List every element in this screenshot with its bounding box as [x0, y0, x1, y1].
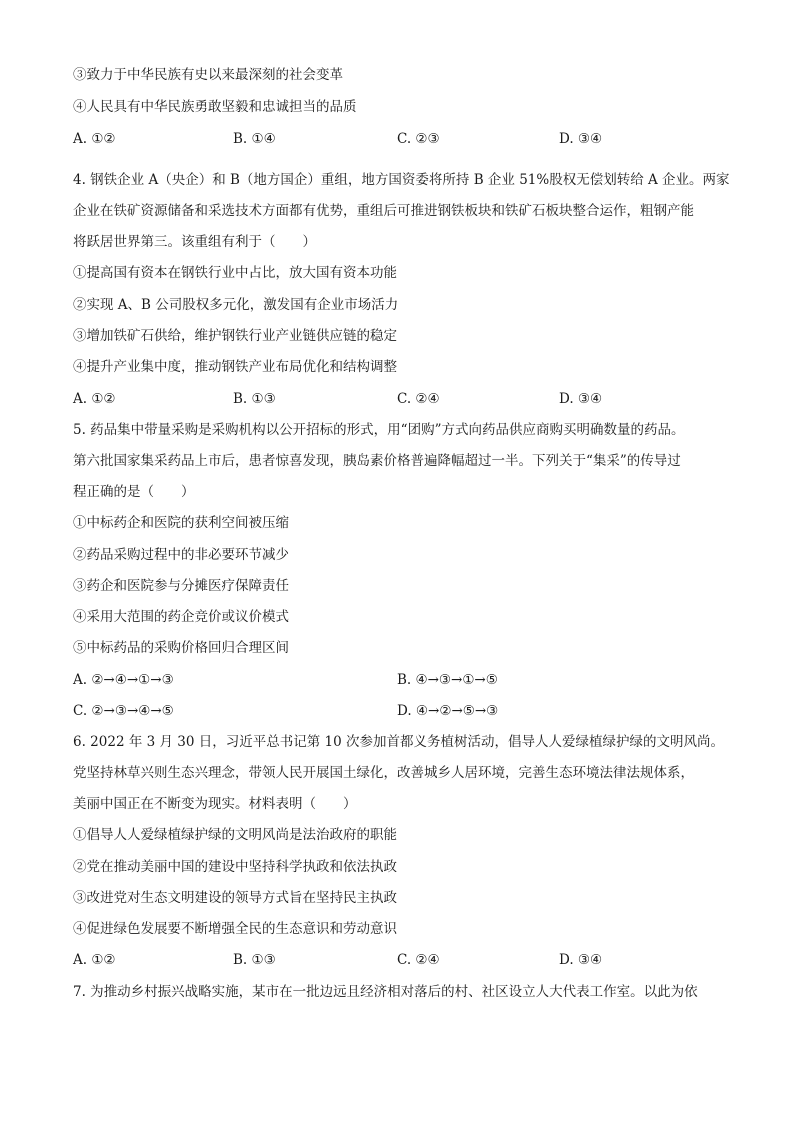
q5-item-5: ⑤中标药品的采购价格回归合理区间 [73, 640, 289, 656]
q4-stem-line-3: 将跃居世界第三。该重组有利于（ ） [73, 234, 316, 250]
q4-option-a: A. ①② [73, 391, 116, 407]
q6-option-a: A. ①② [73, 952, 116, 968]
q6-option-b: B. ①③ [233, 952, 276, 968]
q5-stem-line-2: 第六批国家集采药品上市后，患者惊喜发现，胰岛素价格普遍降幅超过一半。下列关于“集采”的传导过 [73, 453, 681, 469]
q4-item-1: ①提高国有资本在钢铁行业中占比，放大国有资本功能 [73, 265, 397, 281]
q6-stem-line-2: 党坚持林草兴则生态兴理念，带领人民开展国土绿化，改善城乡人居环境，完善生态环境法律法规体系， [73, 765, 694, 781]
q4-options [73, 390, 733, 408]
q4-item-2: ②实现 A、B 公司股权多元化，激发国有企业市场活力 [73, 297, 399, 313]
q5-option-a: A. ②→④→①→③ [73, 672, 174, 688]
q5-item-1: ①中标药企和医院的获利空间被压缩 [73, 515, 289, 531]
q3-item-3: ③致力于中华民族有史以来最深刻的社会变革 [73, 67, 343, 83]
q5-option-b: B. ④→③→①→⑤ [397, 672, 498, 688]
q6-item-3: ③改进党对生态文明建设的领导方式旨在坚持民主执政 [73, 890, 397, 906]
q5-item-3: ③药企和医院参与分摊医疗保障责任 [73, 578, 289, 594]
q3-options [73, 130, 733, 148]
q4-item-3: ③增加铁矿石供给，维护钢铁行业产业链供应链的稳定 [73, 328, 397, 344]
q4-option-d: D. ③④ [559, 391, 603, 407]
q6-item-4: ④促进绿色发展要不断增强全民的生态意识和劳动意识 [73, 921, 397, 937]
q6-stem-line-1: 6. 2022 年 3 月 30 日，习近平总书记第 10 次参加首都义务植树活动，倡导人人爱绿植绿护绿的文明风尚。 [73, 734, 725, 750]
q6-option-c: C. ②④ [397, 952, 440, 968]
q3-option-a: A. ①② [73, 131, 116, 147]
q5-option-d: D. ④→②→⑤→③ [397, 703, 499, 719]
q6-stem-line-3: 美丽中国正在不断变为现实。材料表明（ ） [73, 796, 357, 812]
q6-option-d: D. ③④ [559, 952, 603, 968]
q4-option-b: B. ①③ [233, 391, 276, 407]
q4-stem-line-2: 企业在铁矿资源储备和采选技术方面都有优势，重组后可推进钢铁板块和铁矿石板块整合运作，粗钢产能 [73, 203, 694, 219]
q4-item-4: ④提升产业集中度，推动钢铁产业布局优化和结构调整 [73, 359, 397, 375]
q5-stem-line-1: 5. 药品集中带量采购是采购机构以公开招标的形式，用“团购”方式向药品供应商购买明确数量的药品。 [73, 422, 685, 438]
q5-item-4: ④采用大范围的药企竞价或议价模式 [73, 609, 289, 625]
q4-stem-line-1: 4. 钢铁企业 A（央企）和 B（地方国企）重组，地方国资委将所持 B 企业 51%股权无偿划转给 A 企业。两家 [73, 172, 730, 188]
q5-stem-line-3: 程正确的是（ ） [73, 484, 195, 500]
q6-item-2: ②党在推动美丽中国的建设中坚持科学执政和依法执政 [73, 859, 397, 875]
q3-option-c: C. ②③ [397, 131, 440, 147]
q5-options-row-1 [73, 671, 733, 689]
q5-options-row-2 [73, 702, 733, 720]
q3-option-d: D. ③④ [559, 131, 603, 147]
q6-item-1: ①倡导人人爱绿植绿护绿的文明风尚是法治政府的职能 [73, 827, 397, 843]
q3-option-b: B. ①④ [233, 131, 276, 147]
q5-option-c: C. ②→③→④→⑤ [73, 703, 174, 719]
q3-item-4: ④人民具有中华民族勇敢坚毅和忠诚担当的品质 [73, 99, 357, 115]
q7-stem-line-1: 7. 为推动乡村振兴战略实施，某市在一批边远且经济相对落后的村、社区设立人大代表工作室。以此为依 [73, 984, 698, 1000]
q4-option-c: C. ②④ [397, 391, 440, 407]
q6-options [73, 951, 733, 969]
q5-item-2: ②药品采购过程中的非必要环节减少 [73, 547, 289, 563]
